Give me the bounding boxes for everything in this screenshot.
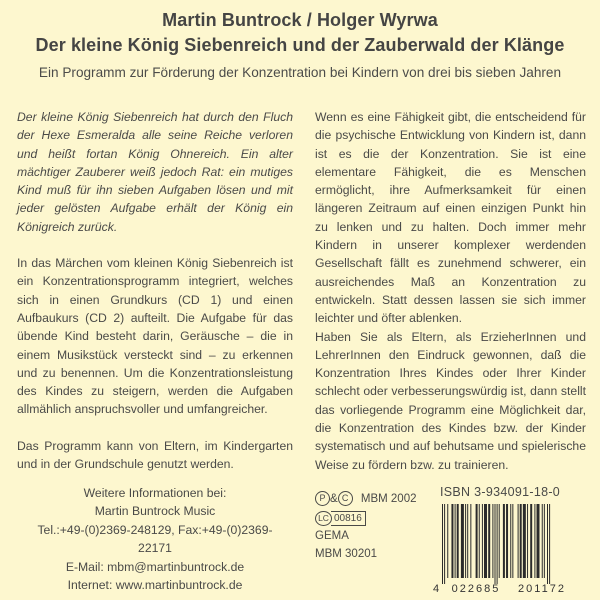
left-column — [17, 108, 293, 473]
barcode-bar — [447, 504, 448, 578]
barcode-bar — [495, 504, 496, 584]
barcode-right-digits: 201172 — [518, 583, 566, 595]
barcode-bar — [442, 504, 443, 584]
contact-heading: Weitere Informationen bei: — [83, 486, 227, 500]
contact-info — [22, 484, 288, 594]
copyright-line: P & C MBM 2002 — [315, 491, 416, 509]
barcode-bar — [482, 504, 483, 578]
barcode-bar — [527, 504, 528, 578]
barcode-bar — [530, 504, 532, 578]
barcode-first-digit: 4 — [433, 583, 440, 595]
album-title: Der kleine König Siebenreich und der Zauberwald der Klänge — [35, 35, 565, 55]
catalog-number: MBM 30201 — [315, 547, 378, 560]
barcode-bar — [497, 504, 498, 584]
company-name: Martin Buntrock Music — [94, 504, 216, 519]
barcode-bar — [544, 504, 545, 578]
barcode-bar — [523, 504, 526, 578]
barcode-bar — [470, 504, 471, 578]
subtitle: Ein Programm zur Förderung der Konzentration bei Kindern von drei bis sieben Jahren — [38, 65, 562, 80]
barcode-bar — [512, 504, 513, 578]
barcode-left-digits: 022685 — [451, 583, 501, 595]
barcode-bar — [537, 504, 540, 578]
authors: Martin Buntrock / Holger Wyrwa — [162, 10, 438, 30]
story-intro: Der kleine König Siebenreich hat durch den Fluch der Hexe Esmeralda alle seine Reiche verloren und heißt fortan König Ohnereich. Ein alter mächtiger Zauberer weiß jedoch Rat: ein mutiges Kind muß für ihn sieben Aufgaben lösen und mit jeder gelösten Aufgabe erhält der König ein Königreich zurück. — [17, 110, 293, 234]
header — [0, 8, 600, 83]
barcode-bar — [444, 504, 445, 584]
barcode-bar — [547, 504, 548, 584]
barcode-bar — [534, 504, 535, 578]
barcode-bar — [467, 504, 468, 578]
phonogram-icon: P — [315, 491, 330, 506]
gema: GEMA — [315, 530, 349, 542]
barcode-bars — [442, 504, 550, 584]
barcode-bar — [506, 504, 508, 578]
barcode-bar — [451, 504, 453, 578]
label-code: 00816 — [331, 511, 366, 526]
barcode-bar — [455, 504, 456, 578]
barcode-bar — [488, 504, 490, 578]
barcode-bar — [503, 504, 505, 578]
copyright-icon: C — [338, 491, 353, 506]
isbn: ISBN 3-934091-18-0 — [440, 485, 561, 499]
barcode — [432, 504, 588, 596]
website: Internet: www.martinbuntrock.de — [67, 578, 243, 593]
label-code-line — [315, 511, 416, 529]
barcode-bar — [492, 504, 493, 578]
label-code-icon: LC — [315, 511, 332, 526]
barcode-bar — [461, 504, 464, 578]
concentration-text: Wenn es eine Fähigkeit gibt, die entscheidend für die psychische Entwicklung von Kindern ist, dann ist es die der Konzentration. Sie ist eine elementare Fähigkeit, die es Menschen ermöglicht, ihre Aufmerksamkeit für einen längeren Zeitraum auf einen einzigen Punkt hin zu lenken und zu halten. Doch immer mehr Kindern in unserer komplexer werdenden Gesellschaft fällt es zunehmend schwerer, ein ausreichendes Maß an Konzentration zu entwickeln. Statt dessen lassen sie sich immer leichter und öfter ablenken. — [315, 110, 586, 326]
barcode-bar — [549, 504, 550, 584]
barcode-bar — [518, 504, 519, 578]
barcode-bar — [479, 504, 480, 578]
email: E-Mail: mbm@martinbuntrock.de — [65, 559, 245, 574]
barcode-bar — [499, 504, 500, 578]
barcode-bar — [520, 504, 522, 578]
barcode-bar — [542, 504, 543, 578]
barcode-bar — [510, 504, 511, 578]
copyright-text: MBM 2002 — [360, 493, 417, 505]
parents-text: Haben Sie als Eltern, als ErzieherInnen und LehrerInnen den Eindruck gewonnen, daß die Konzentration Ihres Kindes oder Ihrer Kinder schlecht oder verbesserungswürdig ist, dann stellt das vorliegende Programm eine Möglichkeit dar, die Konzentration des Kindes bzw. der Kinder systematisch und auf behutsame und spielerische Weise zu fördern bzw. zu trainieren. — [315, 329, 586, 472]
barcode-bar — [476, 504, 478, 578]
rights-labels — [315, 491, 416, 563]
program-usage: Das Programm kann von Eltern, im Kindergarten und in der Grundschule genutzt werden. — [17, 438, 293, 472]
program-description: In das Märchen vom kleinen König Siebenreich ist ein Konzentrationsprogramm integriert, welches sich in einen Grundkurs (CD 1) und einen Aufbaukurs (CD 2) aufteilt. Die Aufgabe für das übende Kind besteht darin, Geräusche – die in einem Musikstück versteckt sind – zu erkennen und zu benennen. Um die Konzentrationsleistung des Kindes zu steigern, werden die Aufgaben allmählich anspruchsvoller und umfangreicher. — [17, 256, 293, 417]
barcode-bar — [457, 504, 459, 578]
barcode-bar — [484, 504, 487, 578]
phone-fax: Tel.:+49-(0)2369-248129, Fax:+49-(0)2369-22171 — [37, 522, 273, 556]
right-column — [315, 108, 586, 474]
barcode-bar — [465, 504, 466, 578]
